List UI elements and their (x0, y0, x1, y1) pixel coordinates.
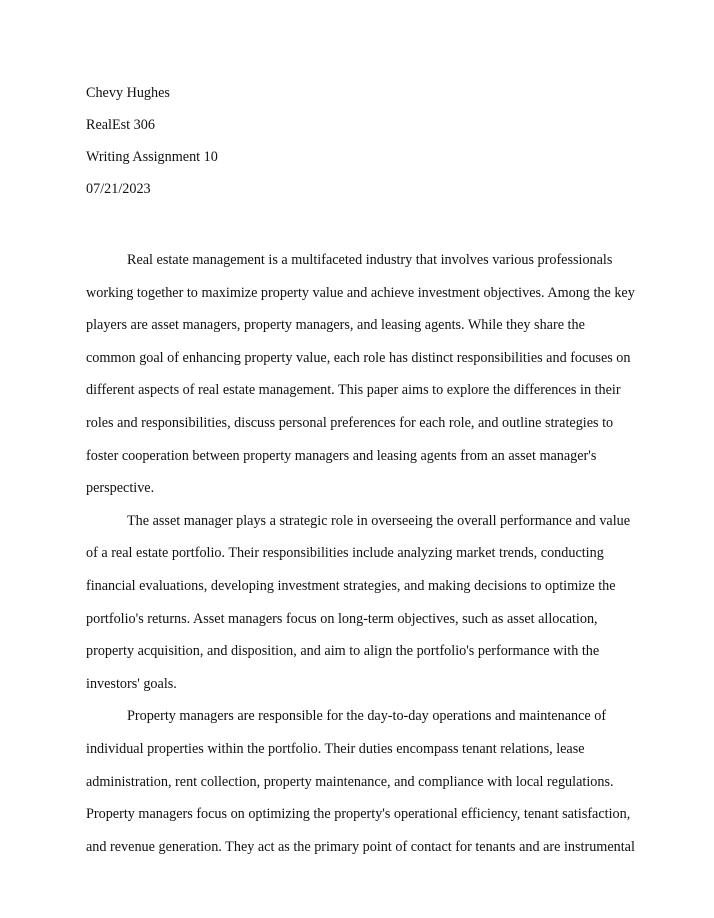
paragraph-asset-manager: The asset manager plays a strategic role in overseeing the overall performance and value of a real estate portfolio. Their responsibilities include analyzing market trends, conducting financial evaluations, developing investment strategies, and making decisions to optimize the portfolio's returns. Asset managers focus on long-term objectives, such as asset allocation, property acquisition, and disposition, and aim to align the portfolio's performance with the investors' goals. (86, 512, 631, 692)
paragraph-property-manager: Property managers are responsible for the day-to-day operations and maintenance of individual properties within the portfolio. Their duties encompass tenant relations, lease administration, rent collection, property maintenance, and compliance with local regulations. Property managers focus on optimizing the property's operational efficiency, tenant satisfaction, and revenue generation. They act as the primary point of contact for tenants and are instrumental (86, 708, 635, 855)
assignment-title: Writing Assignment 10 (86, 149, 218, 165)
author-name: Chevy Hughes (86, 85, 170, 101)
essay-body (86, 244, 637, 863)
paragraph-introduction: Real estate management is a multifaceted industry that involves various professionals working together to maximize property value and achieve investment objectives. Among the key players are asset managers, property managers, and leasing agents. While they share the common goal of enhancing property value, each role has distinct responsibilities and focuses on different aspects of real estate management. This paper aims to explore the differences in their roles and responsibilities, discuss personal preferences for each role, and outline strategies to foster cooperation between property managers and leasing agents from an asset manager's perspective. (86, 252, 635, 497)
date: 07/21/2023 (86, 181, 151, 197)
course-name: RealEst 306 (86, 117, 155, 133)
